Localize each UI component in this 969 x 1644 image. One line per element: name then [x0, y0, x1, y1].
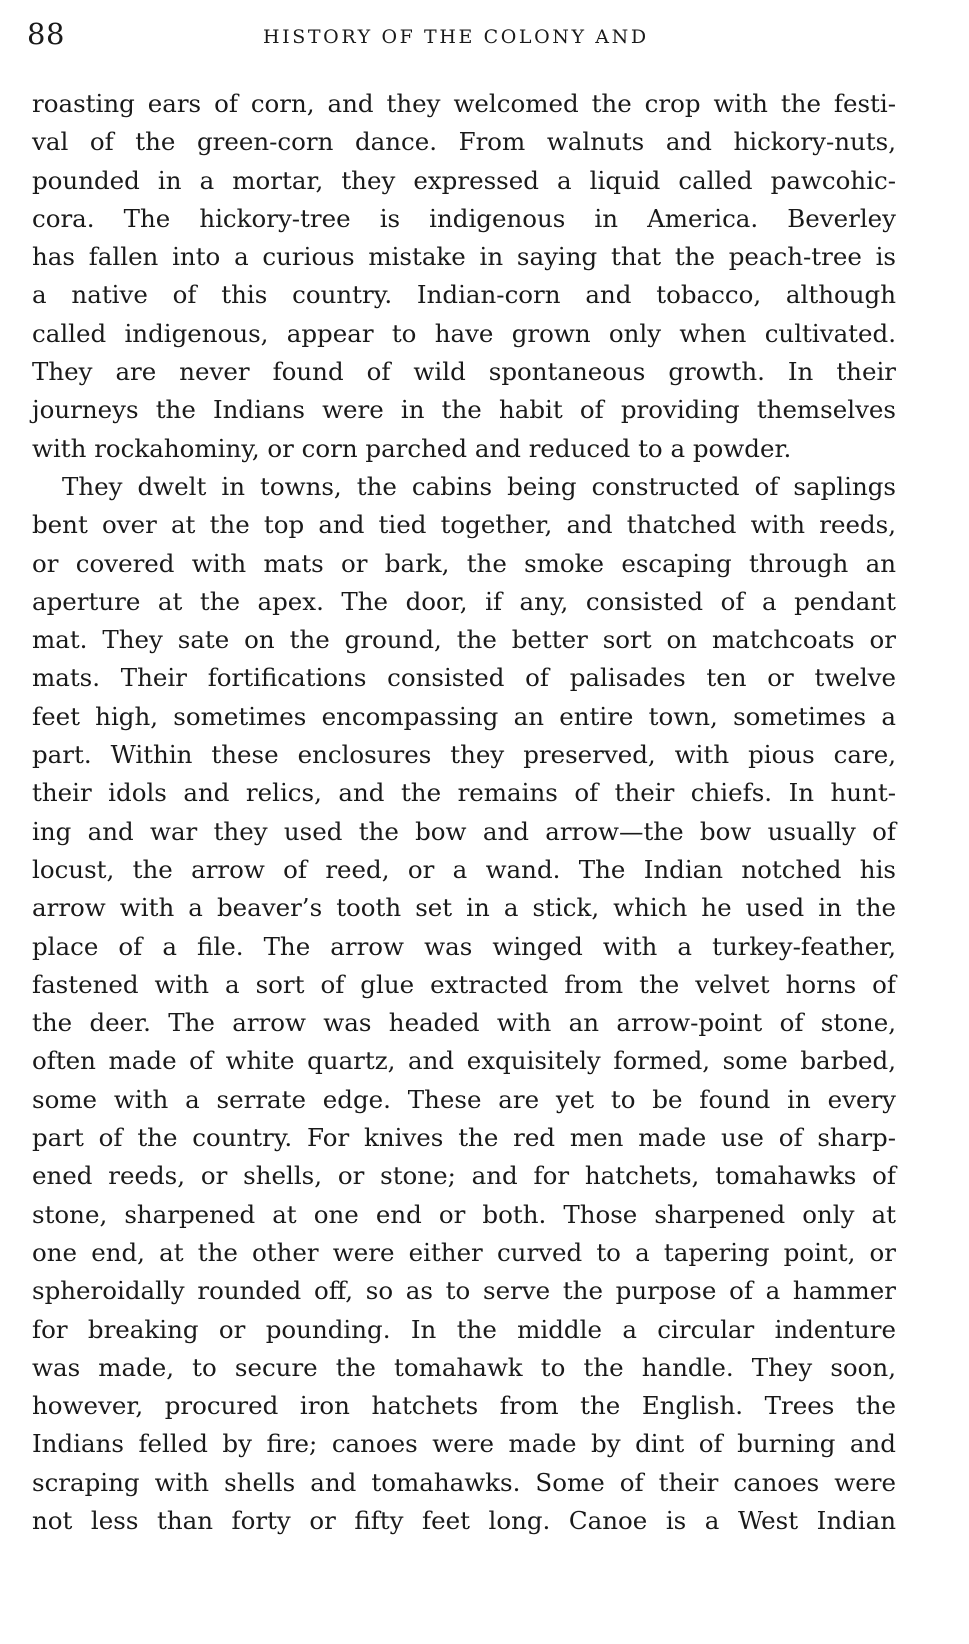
text-line: mat. They sate on the ground, the better sort on matchcoats or [32, 625, 896, 655]
text-line: pounded in a mortar, they expressed a liquid called pawcohic- [32, 165, 896, 195]
paragraph [32, 468, 896, 1540]
text-line: some with a serrate edge. These are yet to be found in every [32, 1084, 896, 1114]
page-header [27, 14, 939, 54]
text-line: called indigenous, appear to have grown only when cultivated. [32, 318, 896, 348]
text-line: part. Within these enclosures they preserved, with pious care, [32, 740, 896, 770]
text-line: bent over at the top and tied together, and thatched with reeds, [32, 510, 896, 540]
text-line: their idols and relics, and the remains of their chiefs. In hunt- [32, 778, 896, 808]
text-line: journeys the Indians were in the habit of providing themselves [32, 395, 896, 425]
text-line: has fallen into a curious mistake in saying that the peach-tree is [32, 242, 896, 272]
text-line: for breaking or pounding. In the middle a circular indenture [32, 1314, 896, 1344]
text-line: mats. Their fortifications consisted of palisades ten or twelve [32, 663, 896, 693]
text-line: val of the green-corn dance. From walnuts and hickory-nuts, [32, 127, 896, 157]
text-line: was made, to secure the tomahawk to the handle. They soon, [32, 1352, 896, 1382]
page-number: 88 [27, 17, 65, 51]
text-line: Indians felled by fire; canoes were made by dint of burning and [32, 1429, 896, 1459]
text-line: part of the country. For knives the red men made use of sharp- [32, 1123, 896, 1153]
text-line: fastened with a sort of glue extracted from the velvet horns of [32, 969, 896, 999]
paragraph [32, 85, 896, 468]
text-line: ened reeds, or shells, or stone; and for hatchets, tomahawks of [32, 1161, 896, 1191]
text-line: or covered with mats or bark, the smoke escaping through an [32, 548, 896, 578]
text-line: feet high, sometimes encompassing an entire town, sometimes a [32, 701, 896, 731]
text-line: with rockahominy, or corn parched and reduced to a powder. [32, 433, 792, 463]
text-line: ing and war they used the bow and arrow—the bow usually of [32, 816, 896, 846]
text-line: cora. The hickory-tree is indigenous in America. Beverley [32, 203, 896, 233]
text-line: spheroidally rounded off, so as to serve the purpose of a hammer [32, 1276, 896, 1306]
text-line: arrow with a beaver’s tooth set in a stick, which he used in the [32, 893, 896, 923]
text-line: however, procured iron hatchets from the English. Trees the [32, 1391, 896, 1421]
text-line: the deer. The arrow was headed with an arrow-point of stone, [32, 1008, 896, 1038]
text-line: scraping with shells and tomahawks. Some of their canoes were [32, 1467, 896, 1497]
text-line: a native of this country. Indian-corn and tobacco, although [32, 280, 896, 310]
text-line: aperture at the apex. The door, if any, consisted of a pendant [32, 586, 896, 616]
text-line: They dwelt in towns, the cabins being constructed of saplings [62, 471, 896, 501]
text-line: They are never found of wild spontaneous growth. In their [32, 357, 896, 387]
body-text [32, 85, 896, 1540]
text-line: roasting ears of corn, and they welcomed the crop with the festi- [32, 89, 896, 118]
text-line: stone, sharpened at one end or both. Those sharpened only at [32, 1199, 896, 1229]
text-line: one end, at the other were either curved to a tapering point, or [32, 1237, 896, 1267]
text-line: locust, the arrow of reed, or a wand. The Indian notched his [32, 854, 896, 884]
text-line: often made of white quartz, and exquisitely formed, some barbed, [32, 1046, 896, 1076]
running-head: HISTORY OF THE COLONY AND [263, 26, 649, 48]
text-line: place of a file. The arrow was winged with a turkey-feather, [32, 931, 896, 961]
text-line: not less than forty or fifty feet long. Canoe is a West Indian [32, 1505, 896, 1535]
